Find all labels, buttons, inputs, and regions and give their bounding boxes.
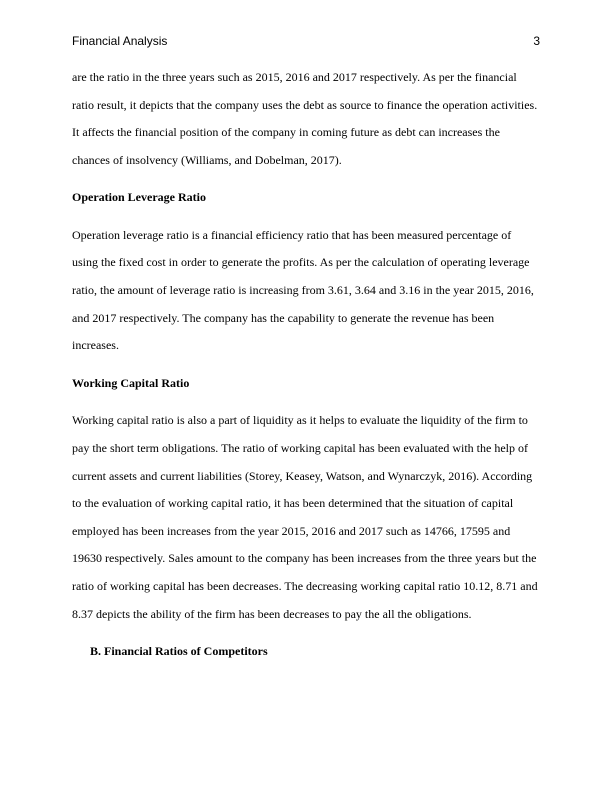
- document-body: [72, 64, 542, 666]
- operation-leverage-paragraph: [72, 222, 542, 360]
- text-line: 19630 respectively. Sales amount to the company has been increases from the three years but the: [72, 551, 537, 566]
- page-header: [72, 34, 540, 50]
- text-line: chances of insolvency (Williams, and Dobelman, 2017).: [72, 152, 342, 167]
- page-number: 3: [533, 34, 540, 48]
- running-head-title: Financial Analysis: [72, 34, 168, 48]
- text-line: employed has been increases from the year 2015, 2016 and 2017 such as 14766, 17595 and: [72, 523, 511, 538]
- text-line: 8.37 depicts the ability of the firm has been decreases to pay the all the obligations.: [72, 606, 472, 621]
- text-line: current assets and current liabilities (Storey, Keasey, Watson, and Wynarczyk, 2016). According: [72, 468, 533, 483]
- text-line: increases.: [72, 338, 119, 353]
- section-heading-operation-leverage: Operation Leverage Ratio: [72, 190, 206, 205]
- text-line: to the evaluation of working capital ratio, it has been determined that the situation of capital: [72, 496, 514, 511]
- text-line: ratio of working capital has been decreases. The decreasing working capital ratio 10.12, 8.71 and: [72, 578, 538, 593]
- text-line: It affects the financial position of the company in coming future as debt can increases the: [72, 125, 500, 140]
- text-line: ratio, the amount of leverage ratio is increasing from 3.61, 3.64 and 3.16 in the year 2015, 2016,: [72, 283, 534, 298]
- intro-paragraph: [72, 64, 542, 174]
- text-line: Working capital ratio is also a part of liquidity as it helps to evaluate the liquidity of the firm to: [72, 413, 528, 428]
- working-capital-paragraph: [72, 407, 542, 628]
- text-line: and 2017 respectively. The company has the capability to generate the revenue has been: [72, 310, 495, 325]
- section-heading-competitor-ratios: B. Financial Ratios of Competitors: [90, 644, 268, 659]
- text-line: using the fixed cost in order to generate the profits. As per the calculation of operating leverage: [72, 255, 530, 270]
- text-line: pay the short term obligations. The ratio of working capital has been evaluated with the help of: [72, 440, 528, 455]
- text-line: Operation leverage ratio is a financial efficiency ratio that has been measured percentage of: [72, 227, 512, 242]
- text-line: ratio result, it depicts that the company uses the debt as source to finance the operation activities.: [72, 97, 538, 112]
- text-line: are the ratio in the three years such as 2015, 2016 and 2017 respectively. As per the financial: [72, 70, 517, 84]
- section-heading-working-capital: Working Capital Ratio: [72, 375, 190, 390]
